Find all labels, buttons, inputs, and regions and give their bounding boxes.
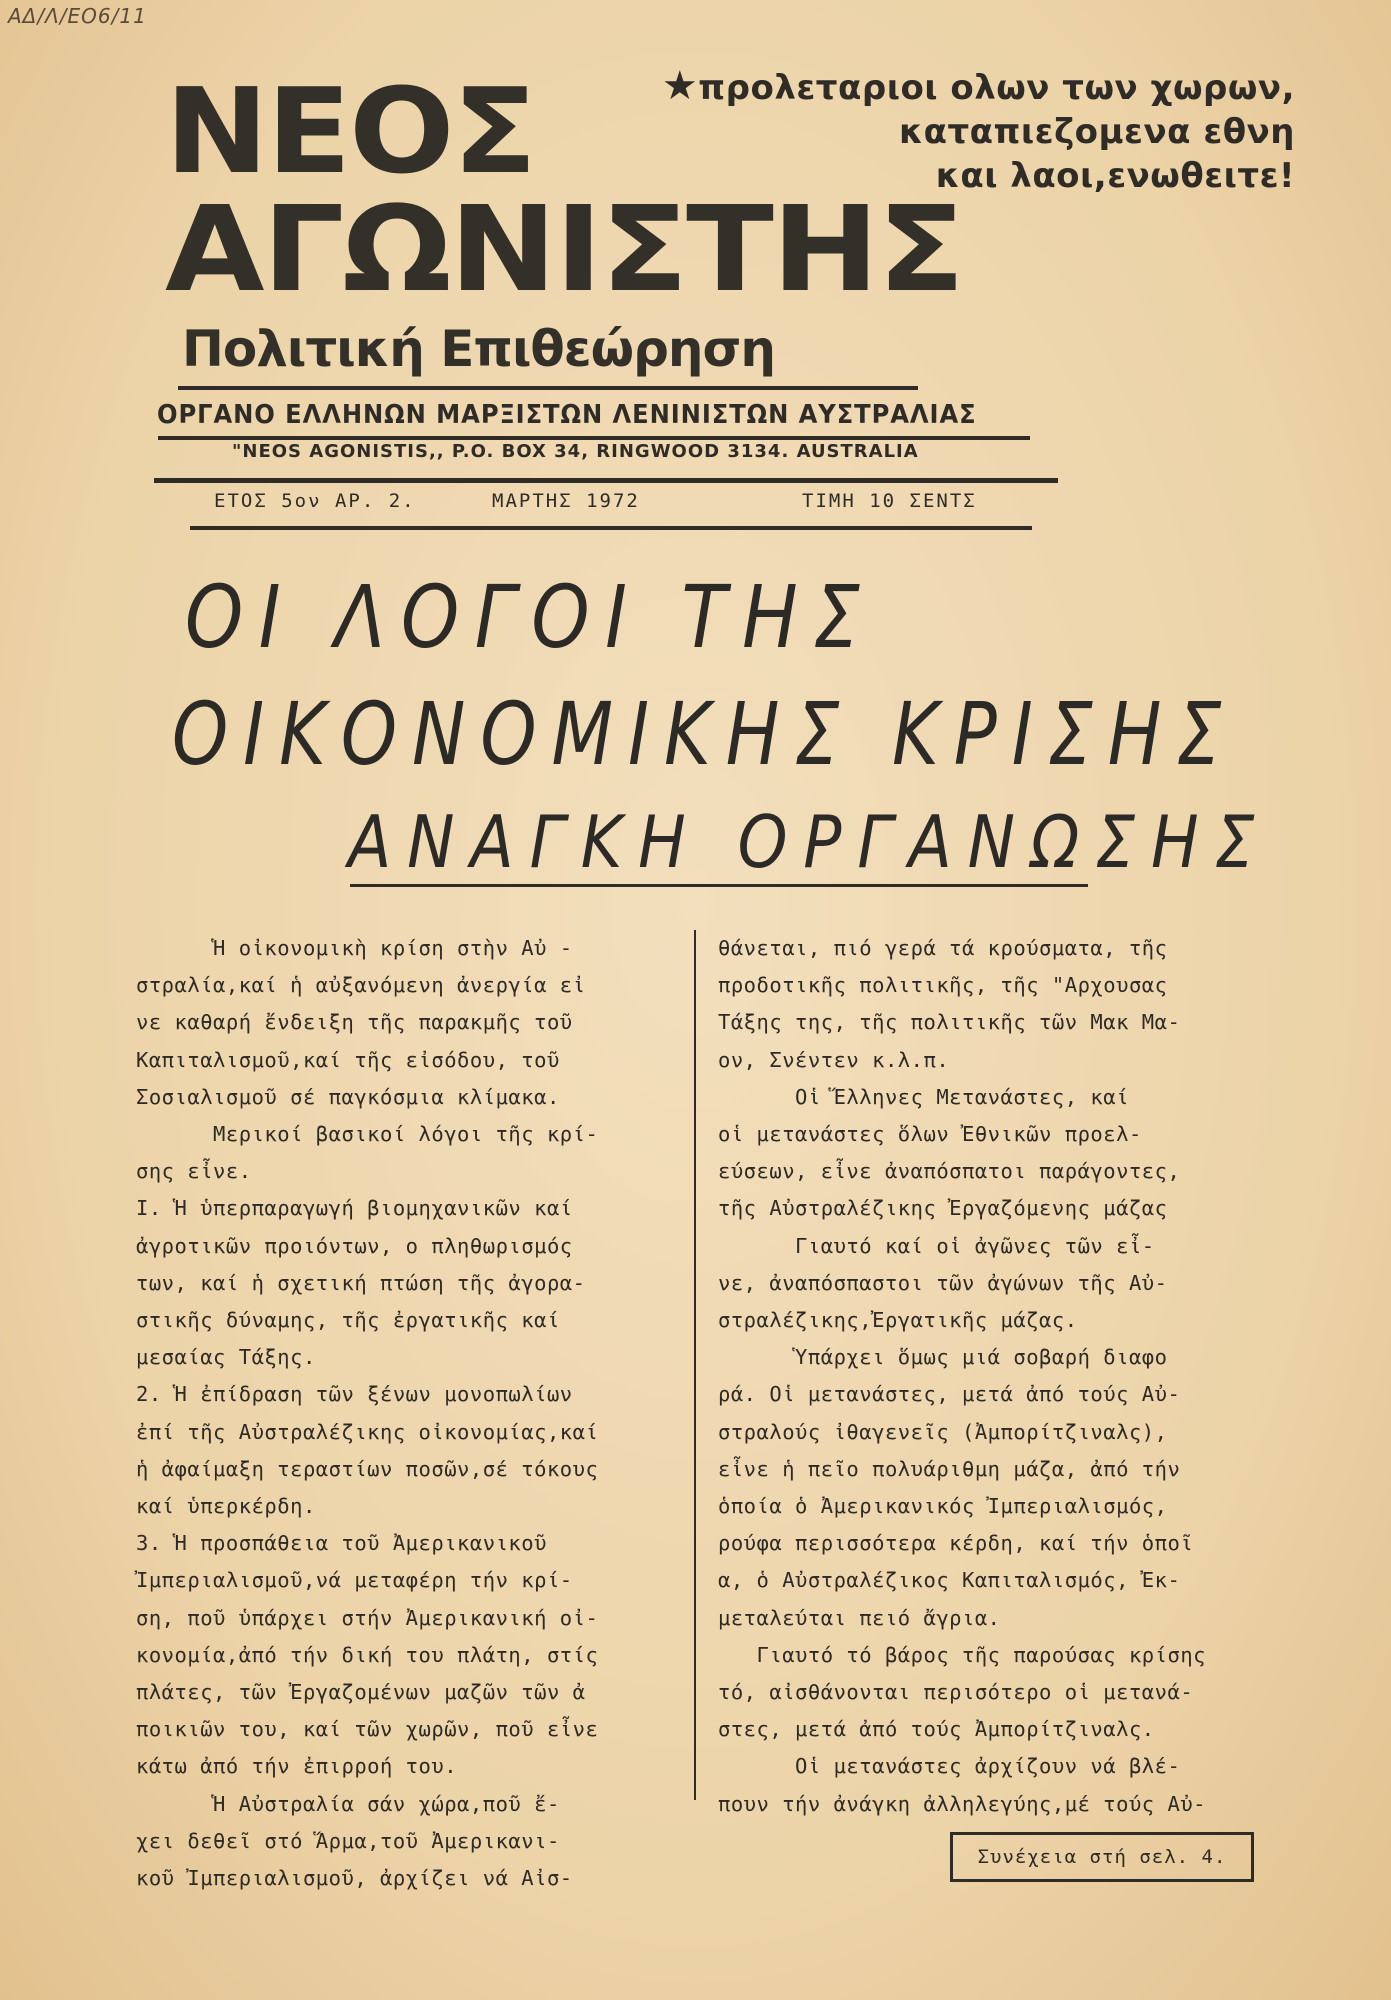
headline-line3: ΑΝΑΓΚΗ ΟΡΓΑΝΩΣΗΣ xyxy=(348,800,1271,884)
issue-date: ΜΑΡΤΗΣ 1972 xyxy=(492,490,640,512)
masthead-organ: ΟΡΓΑΝΟ ΕΛΛΗΝΩΝ ΜΑΡΞΙΣΤΩΝ ΛΕΝΙΝΙΣΤΩΝ ΑΥΣΤΡΑΛΙΑΣ xyxy=(157,400,977,430)
headline-line2: ΟΙΚΟΝΟΜΙΚΗΣ ΚΡΙΣΗΣ xyxy=(172,685,1237,785)
headline-line1: ΟΙ ΛΟΓΟΙ ΤΗΣ xyxy=(185,568,876,668)
continued-notice: Συνέχεια στή σελ. 4. xyxy=(950,1832,1254,1882)
subtitle-underline xyxy=(178,386,918,390)
slogan-line2: καταπιεζομενα εθνη xyxy=(898,112,1295,152)
column-divider xyxy=(694,930,696,1800)
slogan-line3: και λαοι,ενωθειτε! xyxy=(935,156,1295,196)
masthead-title-line1: ΝΕΟΣ xyxy=(165,62,535,200)
address-underline xyxy=(154,478,1058,483)
masthead-address: "NEOS AGONISTIS,, P.O. BOX 34, RINGWOOD 3134. AUSTRALIA xyxy=(232,441,919,462)
masthead-slogan xyxy=(662,64,1295,198)
issue-volume: ΕΤΟΣ 5ον ΑΡ. 2. xyxy=(214,490,416,512)
issue-price: ΤΙΜΗ 10 ΣΕΝΤΣ xyxy=(802,490,977,512)
slogan-line1: προλεταριοι ολων των χωρων, xyxy=(698,68,1295,108)
article-right-column: θάνεται, πιό γερά τά κρούσματα, τῆς προδοτικῆς πολιτικῆς, τῆς "Αρχουσας Τάξης της, τῆς πολιτικῆς τῶν Μακ Μα- ον, Σνέντεν κ.λ.π. Οἱ Ἕλληνες Μετανάστες, καί οἱ μετανάστες ὅλων Ἐθνικῶν προελ- εύσεων, εἶνε ἀναπόσπατοι παράγοντες, τῆς Αὐστραλέζικης Ἐργαζόμενης μάζας Γιαυτό καί οἱ ἀγῶνες τῶν εἶ- νε, ἀναπόσπαστοι τῶν ἀγώνων τῆς Αὐ- στραλέζικης,Ἐργατικῆς μάζας. Ὑπάρχει ὅμως μιά σοβαρή διαφο ρά. Οἱ μετανάστες, μετά ἀπό τούς Αὐ- στραλούς ἰθαγενεῖς (Ἀμπορίτζιναλς), εἶνε ἡ πεῖο πολυάριθμη μάζα, ἀπό τήν ὁποία ὁ Ἀμερικανικός Ἰμπεριαλισμός, ρούφα περισσότερα κέρδη, καί τήν ὁποῖ α, ὁ Αὐστραλέζικος Καπιταλισμός, Ἐκ- μεταλεύται πειό ἄγρια. Γιαυτό τό βάρος τῆς παρούσας κρίσης τό, αἰσθάνονται περισότερο οἱ μετανά- στες, μετά ἀπό τούς Ἀμπορίτζιναλς. Οἱ μετανάστες ἀρχίζουν νά βλέ- πουν τήν ἀνάγκη ἀλληλεγύης,μέ τούς Αὐ- xyxy=(718,936,1206,1816)
masthead-subtitle: Πολιτική Επιθεώρηση xyxy=(182,320,775,378)
headline-underline xyxy=(350,884,1088,887)
article-left-column: Ἡ οἰκονομικὴ κρίση στὴν Αὐ - στραλία,καί ἡ αὐξανόμενη ἀνεργία εἰ νε καθαρή ἔνδειξη τῆς παρακμῆς τοῦ Καπιταλισμοῦ,καί τῆς εἰσόδου, τοῦ Σοσιαλισμοῦ σέ παγκόσμια κλίμακα. Μερικοί βασικοί λόγοι τῆς κρί- σης εἶνε. Ι. Ἡ ὑπερπαραγωγή βιομηχανικῶν καί ἀγροτικῶν προιόντων, ο πληθωρισμός των, καί ἡ σχετική πτώση τῆς ἀγορα- στικῆς δύναμης, τῆς ἐργατικῆς καί μεσαίας Τάξης. 2. Ἡ ἐπίδραση τῶν ξένων μονοπωλίων ἐπί τῆς Αὐστραλέζικης οἰκονομίας,καί ἡ ἀφαίμαξη τεραστίων ποσῶν,σέ τόκους καί ὑπερκέρδη. 3. Ἡ προσπάθεια τοῦ Ἀμερικανικοῦ Ἰμπεριαλισμοῦ,νά μεταφέρη τήν κρί- ση, ποῦ ὑπάρχει στήν Ἀμερικανική οἰ- κονομία,ἀπό τήν δική του πλάτη, στίς πλάτες, τῶν Ἐργαζομένων μαζῶν τῶν ἀ ποικιῶν του, καί τῶν χωρῶν, ποῦ εἶνε κάτω ἀπό τήν ἐπιρροή του. Ἡ Αὐστραλία σάν χώρα,ποῦ ἔ- χει δεθεῖ στό Ἅρμα,τοῦ Ἀμερικανι- κοῦ Ἰμπεριαλισμοῦ, ἀρχίζει νά Αἰσ- xyxy=(136,936,599,1891)
organ-underline xyxy=(158,436,1030,440)
masthead-title-line2: ΑΓΩΝΙΣΤΗΣ xyxy=(165,180,963,318)
archive-reference: ΑΔ/Λ/ΕΟ6/11 xyxy=(8,4,147,28)
star-icon: ★ xyxy=(661,63,699,109)
issue-underline xyxy=(190,526,1032,530)
